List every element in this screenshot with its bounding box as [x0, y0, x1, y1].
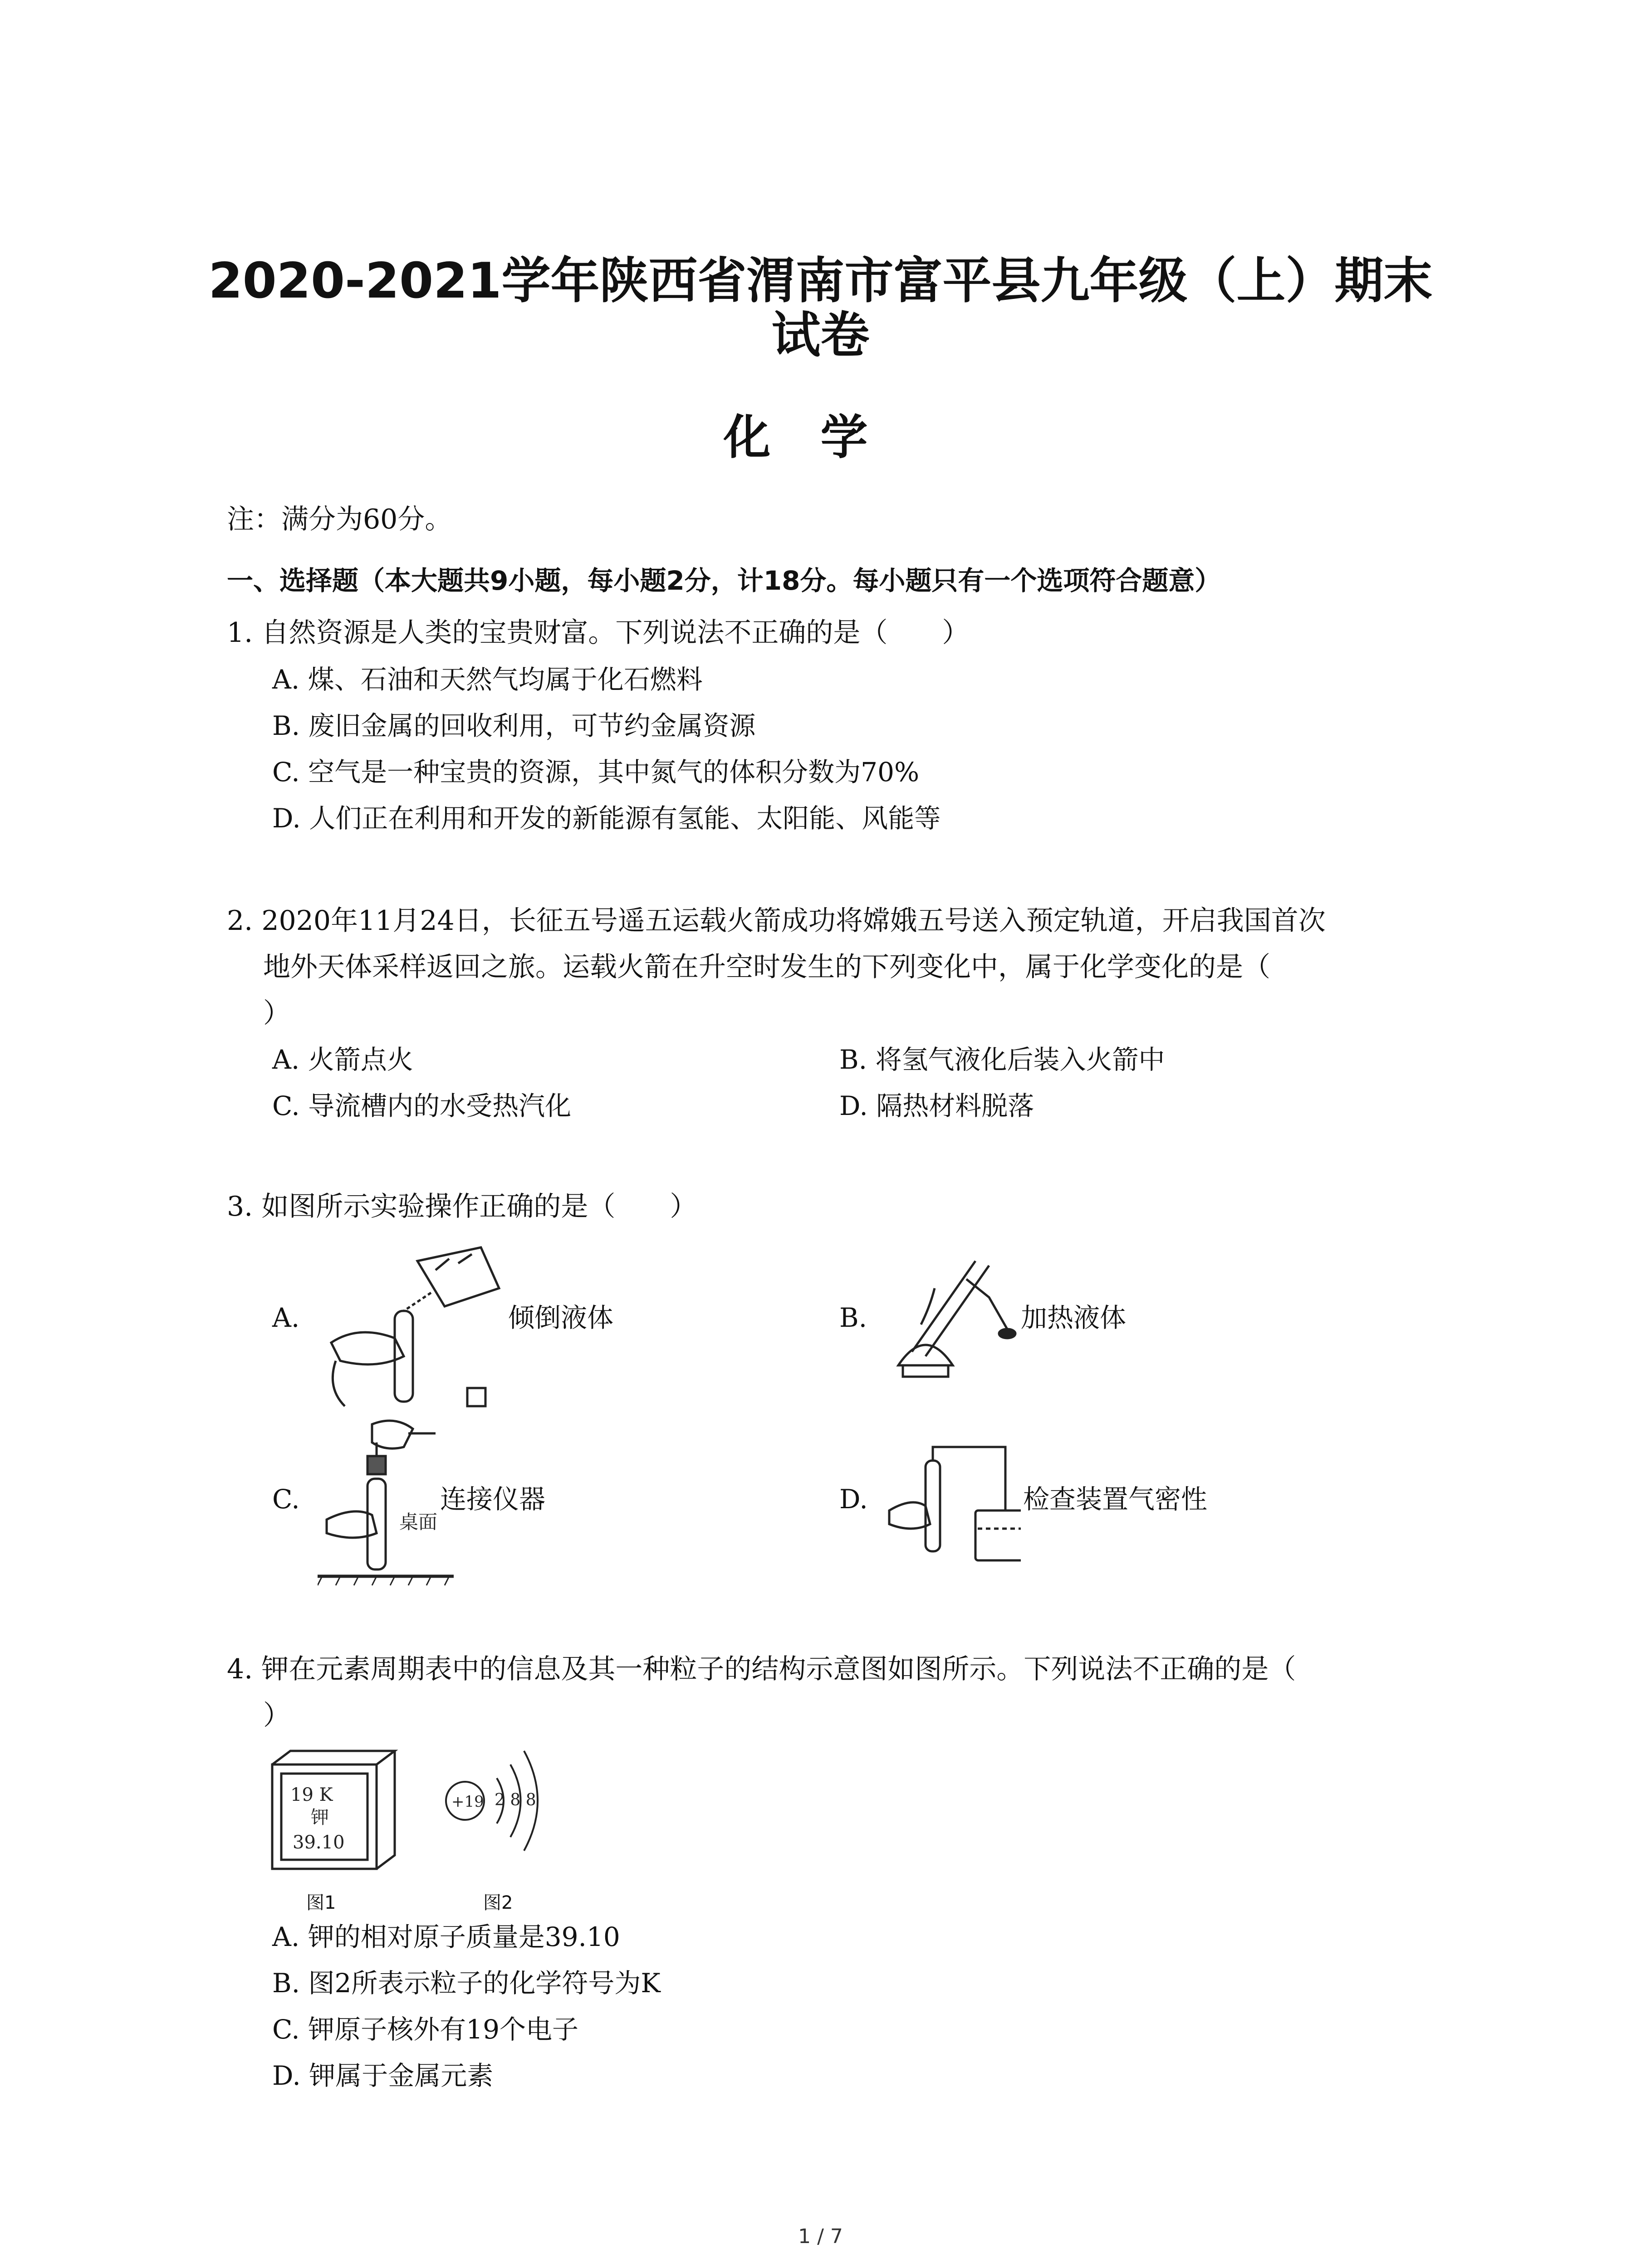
atomic-structure-figure [436, 1737, 567, 1873]
page-number: 1 / 7 [798, 2225, 843, 2248]
q4-option-a: A. 钾的相对原子质量是39.10 [272, 1921, 620, 1952]
periodic-table-cell-figure [268, 1746, 399, 1878]
q3-option-c-letter: C. [272, 1484, 300, 1515]
electron-shells: 2 8 8 [495, 1791, 536, 1809]
q2-stem-line2: 地外天体采样返回之旅。运载火箭在升空时发生的下列变化中，属于化学变化的是（ [263, 951, 1270, 983]
q1-option-c: C. 空气是一种宝贵的资源，其中氮气的体积分数为70% [272, 757, 920, 787]
heat-liquid-figure [885, 1252, 1030, 1388]
q1-option-a: A. 煤、石油和天然气均属于化石燃料 [272, 664, 703, 695]
figure1-caption: 图1 [306, 1892, 336, 1913]
q2-stem-line1: 2. 2020年11月24日，长征五号遥五运载火箭成功将嫦娥五号送入预定轨道，开启我国首次 [227, 905, 1326, 937]
q3-option-b-letter: B. [839, 1302, 867, 1333]
element-name: 钾 [311, 1807, 329, 1828]
q3-stem: 3. 如图所示实验操作正确的是（ ） [227, 1191, 697, 1222]
q3-option-a-letter: A. [272, 1302, 300, 1333]
q2-stem-line3: ） [263, 997, 290, 1029]
q1-option-b: B. 废旧金属的回收利用，可节约金属资源 [272, 710, 756, 741]
q3-option-d-text: 检查装置气密性 [1023, 1484, 1208, 1515]
element-number-symbol: 19 K [290, 1784, 333, 1805]
figure2-caption: 图2 [483, 1892, 513, 1913]
exam-title-line2: 试卷 [771, 307, 870, 364]
q4-option-b: B. 图2所表示粒子的化学符号为K [272, 1968, 661, 1999]
nucleus-charge: +19 [451, 1793, 484, 1811]
score-note: 注：满分为60分。 [227, 503, 452, 535]
q3-option-b-text: 加热液体 [1021, 1302, 1127, 1333]
q1-stem: 1. 自然资源是人类的宝贵财富。下列说法不正确的是（ ） [227, 617, 970, 649]
desk-label: 桌面 [399, 1511, 438, 1533]
element-mass: 39.10 [293, 1832, 345, 1853]
q4-stem-line2: ） [263, 1700, 290, 1731]
q3-option-a-text: 倾倒液体 [508, 1302, 614, 1333]
q3-option-c-text: 连接仪器 [440, 1484, 546, 1515]
q2-option-a: A. 火箭点火 [272, 1044, 413, 1075]
section-heading: 一、选择题（本大题共9小题，每小题2分，计18分。每小题只有一个选项符合题意） [227, 565, 1221, 596]
exam-title-line1: 2020-2021学年陕西省渭南市富平县九年级（上）期末 [208, 253, 1433, 309]
airtightness-figure [885, 1433, 1021, 1569]
q4-stem-line1: 4. 钾在元素周期表中的信息及其一种粒子的结构示意图如图所示。下列说法不正确的是（ [227, 1653, 1296, 1685]
q4-option-d: D. 钾属于金属元素 [272, 2060, 494, 2091]
q2-option-b: B. 将氢气液化后装入火箭中 [839, 1044, 1165, 1075]
q2-option-c: C. 导流槽内的水受热汽化 [272, 1090, 572, 1121]
q1-option-d: D. 人们正在利用和开发的新能源有氢能、太阳能、风能等 [272, 803, 941, 834]
pour-liquid-figure [318, 1243, 508, 1415]
q3-option-d-letter: D. [839, 1484, 868, 1515]
subject-title: 化学 [723, 410, 918, 465]
q4-option-c: C. 钾原子核外有19个电子 [272, 2014, 578, 2045]
q2-option-d: D. 隔热材料脱落 [839, 1090, 1034, 1121]
